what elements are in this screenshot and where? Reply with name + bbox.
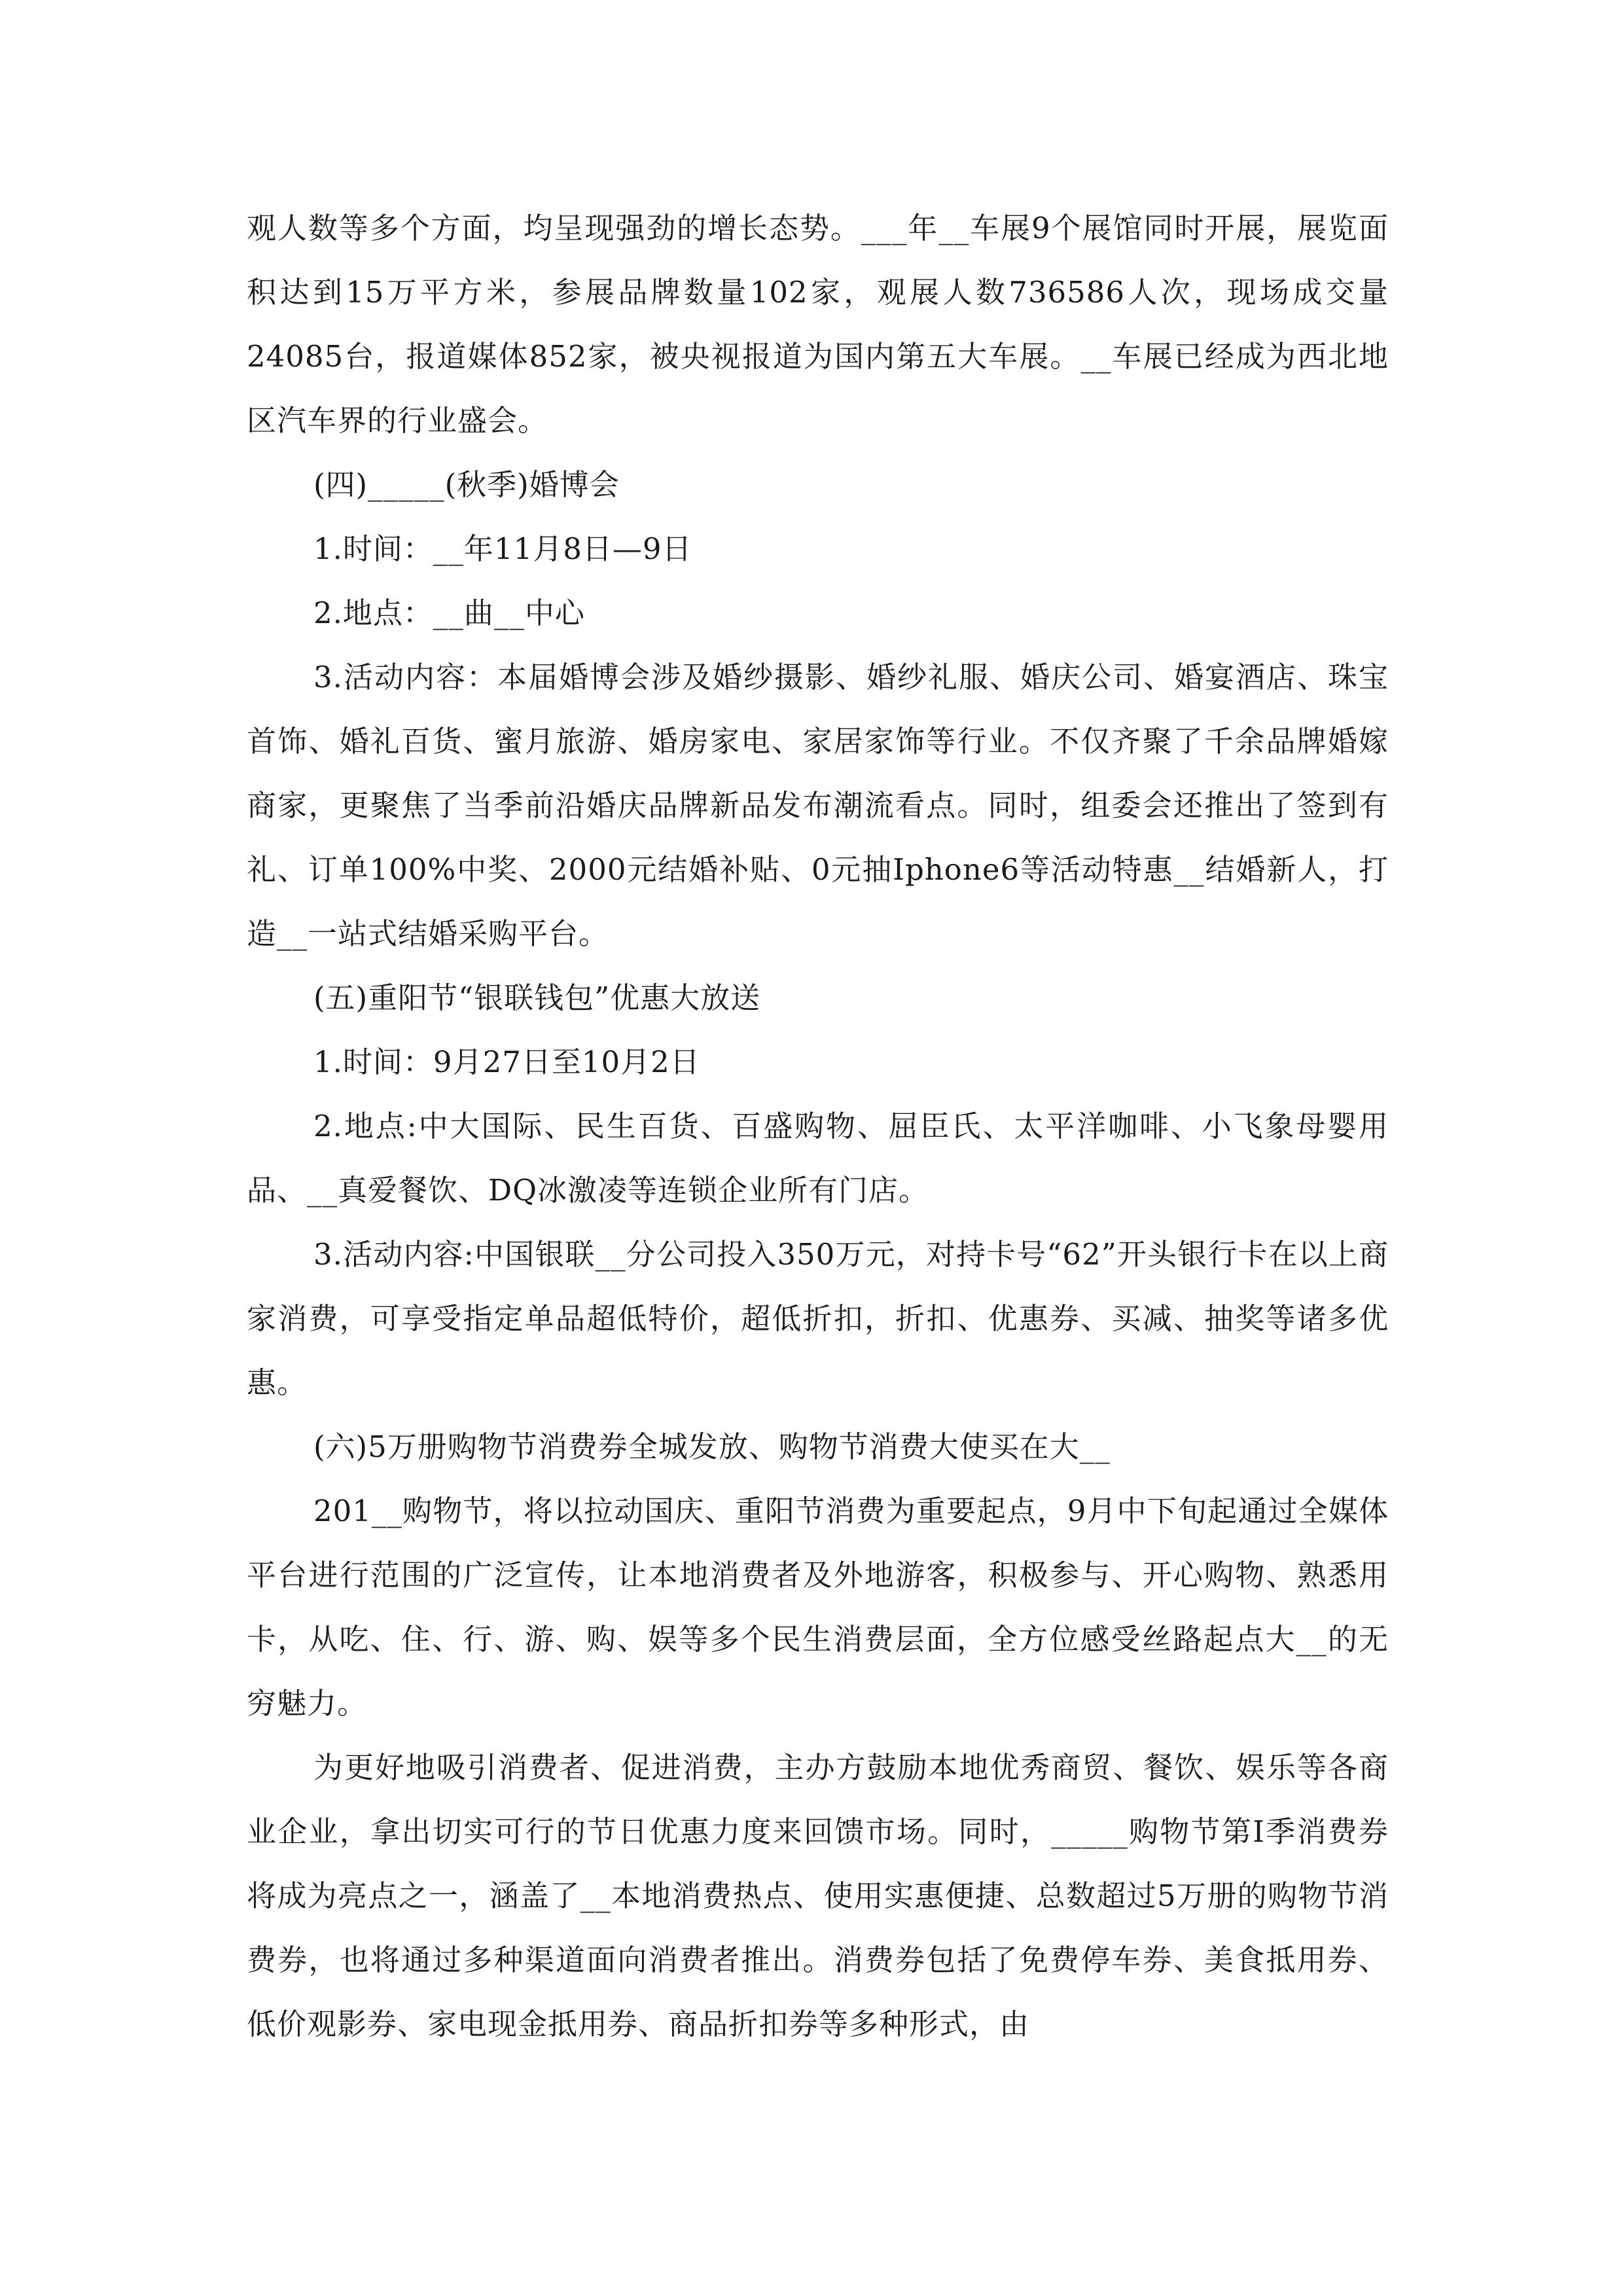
unionpay-promo-time: 1.时间：9月27日至10月2日 xyxy=(313,1045,700,1079)
heading-wedding-expo: (四)_____(秋季)婚博会 xyxy=(313,467,620,502)
heading-consumption-vouchers: (六)5万册购物节消费券全城发放、购物节消费大使买在大__ xyxy=(313,1429,1111,1464)
wedding-expo-content: 3.活动内容：本届婚博会涉及婚纱摄影、婚纱礼服、婚庆公司、婚宴酒店、珠宝首饰、婚礼百货、蜜月旅游、婚房家电、家居家饰等行业。不仅齐聚了千余品牌婚嫁商家，更聚焦了当季前沿婚庆品牌新品发布潮流看点。同时，组委会还推出了签到有礼、订单100%中奖、2000元结婚补贴、0元抽Iphone6等活动特惠__结婚新人，打造__一站式结婚采购平台。 xyxy=(247,660,1389,951)
unionpay-promo-location: 2.地点:中大国际、民生百货、百盛购物、屈臣氏、太平洋咖啡、小飞象母婴用品、__真爱餐饮、DQ冰激凌等连锁企业所有门店。 xyxy=(247,1109,1389,1208)
document-body xyxy=(247,196,1389,2056)
unionpay-promo-content: 3.活动内容:中国银联__分公司投入350万元，对持卡号“62”开头银行卡在以上商家消费，可享受指定单品超低特价，超低折扣，折扣、优惠券、买减、抽奖等诸多优惠。 xyxy=(247,1237,1389,1400)
paragraph-voucher-details: 为更好地吸引消费者、促进消费，主办方鼓励本地优秀商贸、餐饮、娱乐等各商业企业，拿出切实可行的节日优惠力度来回馈市场。同时，_____购物节第I季消费券将成为亮点之一，涵盖了__本地消费热点、使用实惠便捷、总数超过5万册的购物节消费券，也将通过多种渠道面向消费者推出。消费券包括了免费停车券、美食抵用券、低价观影券、家电现金抵用券、商品折扣券等多种形式，由 xyxy=(247,1750,1389,2041)
wedding-expo-time: 1.时间：__年11月8日—9日 xyxy=(313,531,692,566)
heading-unionpay-promo: (五)重阳节“银联钱包”优惠大放送 xyxy=(313,980,761,1015)
paragraph-shopping-festival: 201__购物节，将以拉动国庆、重阳节消费为重要起点，9月中下旬起通过全媒体平台进行范围的广泛宣传，让本地消费者及外地游客，积极参与、开心购物、熟悉用卡，从吃、住、行、游、购、娱等多个民生消费层面，全方位感受丝路起点大__的无穷魅力。 xyxy=(247,1494,1389,1721)
wedding-expo-location: 2.地点：__曲__中心 xyxy=(313,596,585,630)
paragraph-car-show-summary: 观人数等多个方面，均呈现强劲的增长态势。___年__车展9个展馆同时开展，展览面积达到15万平方米，参展品牌数量102家，观展人数736586人次，现场成交量24085台，报道媒体852家，被央视报道为国内第五大车展。__车展已经成为西北地区汽车界的行业盛会。 xyxy=(247,211,1389,438)
